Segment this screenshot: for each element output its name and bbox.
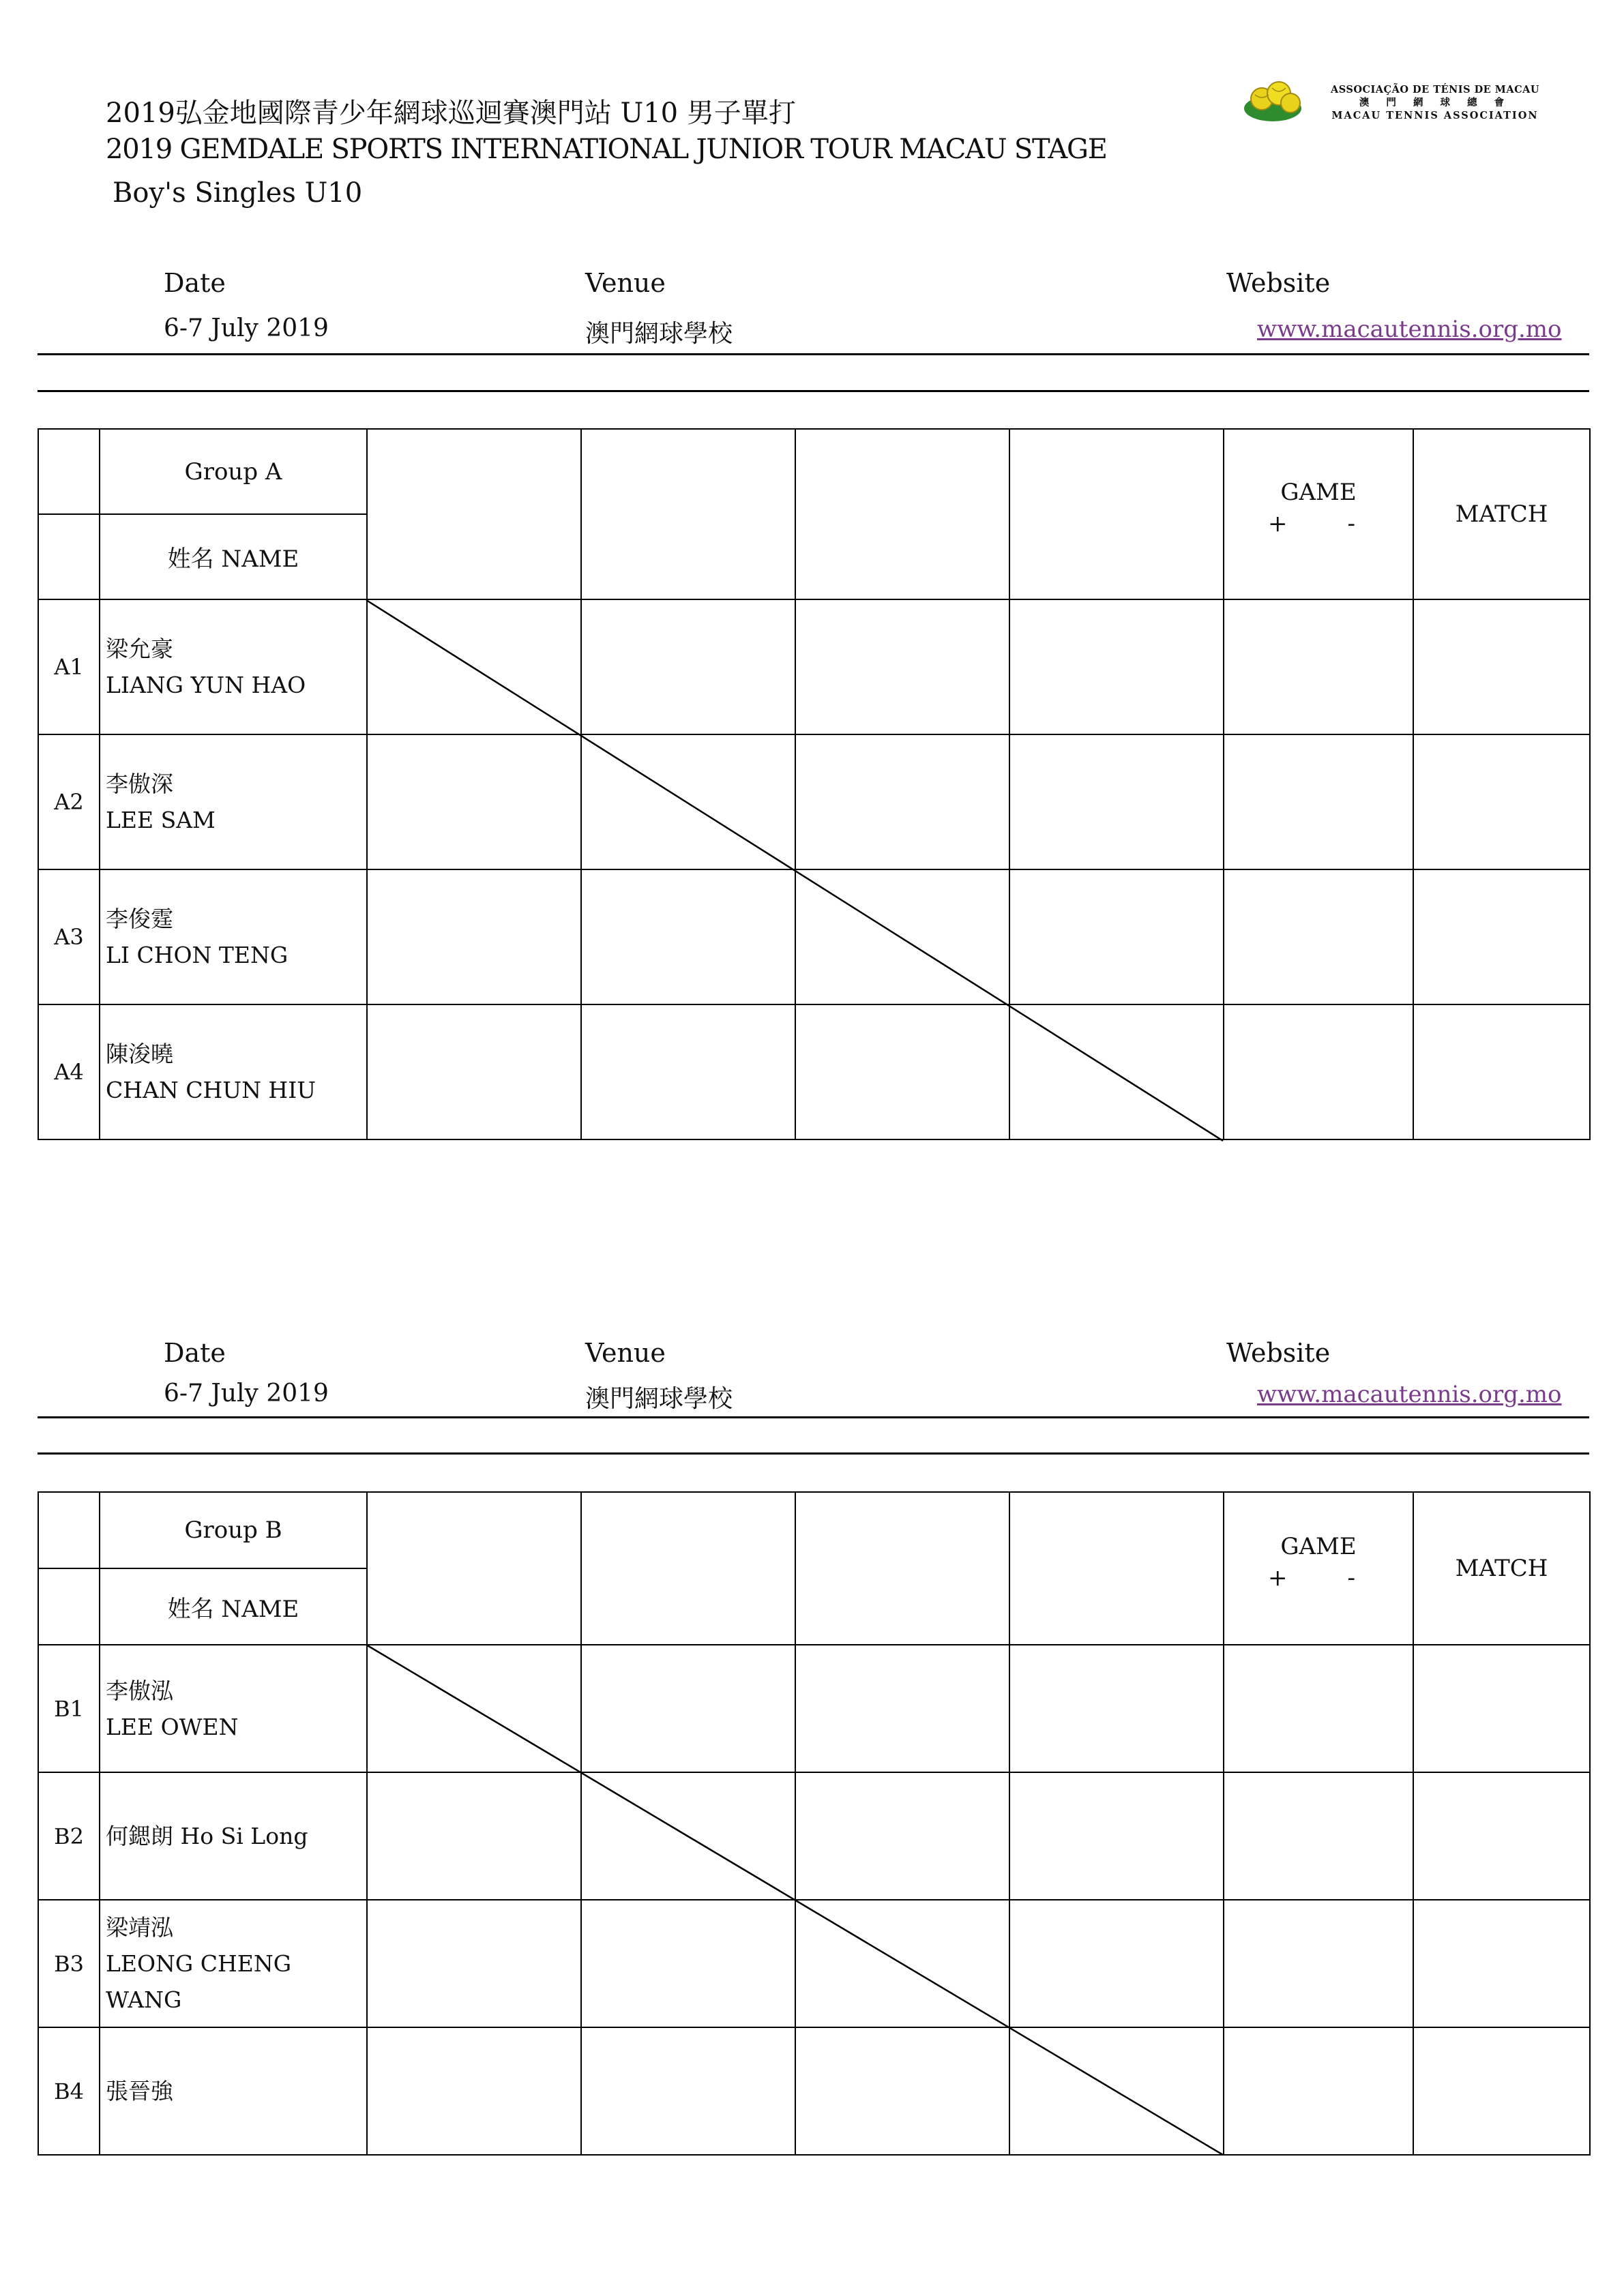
opponent-header-cell — [581, 1492, 795, 1645]
corner-cell — [38, 429, 100, 514]
date-value-b: 6-7 July 2019 — [164, 1380, 329, 1407]
venue-value-a: 澳門網球學校 — [585, 320, 733, 348]
player-name-zh: 梁靖泓 — [106, 1914, 173, 1941]
opponent-header-cell — [367, 429, 581, 599]
table-row — [38, 1772, 1590, 1900]
game-minus: - — [1347, 510, 1355, 537]
score-cell[interactable] — [367, 1772, 581, 1900]
opponent-header-cell — [581, 429, 795, 599]
player-name-en: CHAN CHUN HIU — [106, 1077, 316, 1103]
opponent-header-cell — [795, 1492, 1009, 1645]
title-english: 2019 GEMDALE SPORTS INTERNATIONAL JUNIOR TOUR MACAU STAGE — [106, 134, 1107, 165]
score-cell[interactable] — [1009, 2027, 1224, 2155]
table-row — [38, 1645, 1590, 1772]
player-code: A3 — [38, 869, 100, 1004]
opponent-header-cell — [1009, 429, 1224, 599]
group-label: Group B — [100, 1492, 367, 1568]
logo-text — [1326, 83, 1544, 122]
match-cell[interactable] — [1413, 1900, 1590, 2027]
score-cell[interactable] — [1009, 1772, 1224, 1900]
corner-cell — [38, 1568, 100, 1645]
player-code: B2 — [38, 1772, 100, 1900]
game-label: GAME — [1280, 1533, 1357, 1560]
player-name — [100, 1900, 367, 2027]
subtitle: Boy's Singles U10 — [113, 177, 363, 209]
match-cell[interactable] — [1413, 734, 1590, 869]
match-cell[interactable] — [1413, 1004, 1590, 1139]
player-name-en: LI CHON TENG — [106, 942, 289, 968]
opponent-header-cell — [795, 429, 1009, 599]
score-cell[interactable] — [795, 1900, 1009, 2027]
score-cell[interactable] — [795, 869, 1009, 1004]
score-cell[interactable] — [367, 2027, 581, 2155]
player-name-zh: 李傲泓 — [106, 1677, 173, 1704]
game-plus: + — [1268, 1564, 1288, 1592]
divider — [38, 390, 1589, 392]
divider — [38, 1416, 1589, 1418]
player-name-zh: 何鍶朗 — [106, 1823, 173, 1849]
game-plus: + — [1268, 510, 1288, 537]
player-name-en: Ho Si Long — [180, 1823, 308, 1849]
player-name — [100, 869, 367, 1004]
website-label-b: Website — [1226, 1338, 1331, 1368]
corner-cell — [38, 514, 100, 599]
date-label-b: Date — [164, 1338, 226, 1368]
score-cell[interactable] — [367, 1645, 581, 1772]
score-cell[interactable] — [581, 599, 795, 734]
player-name — [100, 1645, 367, 1772]
player-name — [100, 1004, 367, 1139]
table-row — [38, 1900, 1590, 2027]
website-label-a: Website — [1226, 268, 1331, 298]
game-cell[interactable] — [1224, 734, 1413, 869]
player-code: B4 — [38, 2027, 100, 2155]
group-b-table — [38, 1491, 1591, 2156]
name-header: 姓名 NAME — [100, 514, 367, 599]
player-name-zh: 李傲深 — [106, 771, 173, 797]
player-name-zh: 張晉強 — [106, 2078, 173, 2104]
score-cell[interactable] — [795, 1004, 1009, 1139]
opponent-header-cell — [367, 1492, 581, 1645]
player-name-zh: 梁允豪 — [106, 636, 173, 662]
score-cell[interactable] — [581, 1900, 795, 2027]
venue-label-b: Venue — [585, 1338, 666, 1368]
player-name-en: LEONG CHENG WANG — [106, 1950, 292, 2013]
score-cell[interactable] — [581, 1645, 795, 1772]
score-cell[interactable] — [795, 2027, 1009, 2155]
player-name-en: LIANG YUN HAO — [106, 672, 306, 698]
game-cell[interactable] — [1224, 2027, 1413, 2155]
game-cell[interactable] — [1224, 599, 1413, 734]
group-label: Group A — [100, 429, 367, 514]
game-cell[interactable] — [1224, 1645, 1413, 1772]
game-cell[interactable] — [1224, 1900, 1413, 2027]
game-cell[interactable] — [1224, 1772, 1413, 1900]
date-label-a: Date — [164, 268, 226, 298]
score-cell[interactable] — [581, 1004, 795, 1139]
game-header — [1224, 429, 1413, 599]
score-cell[interactable] — [795, 599, 1009, 734]
score-cell[interactable] — [795, 1772, 1009, 1900]
player-code: A2 — [38, 734, 100, 869]
name-header: 姓名 NAME — [100, 1568, 367, 1645]
score-cell[interactable] — [367, 1900, 581, 2027]
player-name — [100, 2027, 367, 2155]
venue-label-a: Venue — [585, 268, 666, 298]
corner-cell — [38, 1492, 100, 1568]
association-logo — [1241, 75, 1548, 130]
table-row — [38, 599, 1590, 734]
score-cell[interactable] — [581, 734, 795, 869]
player-name — [100, 599, 367, 734]
score-cell[interactable] — [581, 1772, 795, 1900]
match-cell[interactable] — [1413, 2027, 1590, 2155]
score-cell[interactable] — [367, 1004, 581, 1139]
match-cell[interactable] — [1413, 869, 1590, 1004]
player-code: A4 — [38, 1004, 100, 1139]
player-name-zh: 李俊霆 — [106, 906, 173, 932]
match-cell[interactable] — [1413, 1645, 1590, 1772]
player-code: B1 — [38, 1645, 100, 1772]
opponent-header-cell — [1009, 1492, 1224, 1645]
score-cell[interactable] — [367, 734, 581, 869]
match-cell[interactable] — [1413, 1772, 1590, 1900]
game-header — [1224, 1492, 1413, 1645]
player-code: B3 — [38, 1900, 100, 2027]
player-name — [100, 1772, 367, 1900]
score-cell[interactable] — [1009, 1004, 1224, 1139]
score-cell[interactable] — [1009, 1900, 1224, 2027]
logo-text-line2: 澳 門 網 球 總 會 — [1359, 97, 1511, 108]
score-cell[interactable] — [795, 734, 1009, 869]
tennis-balls-logo-icon — [1241, 78, 1310, 126]
score-cell[interactable] — [367, 599, 581, 734]
score-cell[interactable] — [367, 869, 581, 1004]
divider — [38, 353, 1589, 355]
player-name-en: LEE SAM — [106, 807, 216, 833]
group-a-table — [38, 428, 1591, 1140]
venue-value-b: 澳門網球學校 — [585, 1385, 733, 1413]
match-header: MATCH — [1413, 429, 1590, 599]
match-header: MATCH — [1413, 1492, 1590, 1645]
logo-text-line1: ASSOCIAÇÃO DE TÉNIS DE MACAU — [1330, 84, 1540, 95]
website-link-b[interactable]: www.macautennis.org.mo — [1257, 1381, 1562, 1408]
table-row — [38, 869, 1590, 1004]
player-name-zh: 陳浚曉 — [106, 1041, 173, 1067]
score-cell[interactable] — [1009, 1645, 1224, 1772]
game-minus: - — [1347, 1564, 1355, 1592]
match-cell[interactable] — [1413, 599, 1590, 734]
score-cell[interactable] — [1009, 599, 1224, 734]
game-cell[interactable] — [1224, 869, 1413, 1004]
score-cell[interactable] — [1009, 734, 1224, 869]
player-name — [100, 734, 367, 869]
table-row — [38, 2027, 1590, 2155]
player-code: A1 — [38, 599, 100, 734]
date-value-a: 6-7 July 2019 — [164, 314, 329, 342]
logo-text-line3: MACAU TENNIS ASSOCIATION — [1331, 110, 1539, 121]
score-cell[interactable] — [581, 2027, 795, 2155]
score-cell[interactable] — [1009, 869, 1224, 1004]
player-name-en: LEE OWEN — [106, 1713, 239, 1740]
game-cell[interactable] — [1224, 1004, 1413, 1139]
score-cell[interactable] — [581, 869, 795, 1004]
table-row — [38, 734, 1590, 869]
score-cell[interactable] — [795, 1645, 1009, 1772]
title-chinese: 2019弘金地國際青少年網球巡迴賽澳門站 U10 男子單打 — [106, 98, 796, 129]
website-link-a[interactable]: www.macautennis.org.mo — [1257, 316, 1562, 343]
divider — [38, 1452, 1589, 1455]
table-row — [38, 1004, 1590, 1139]
game-label: GAME — [1280, 479, 1357, 506]
